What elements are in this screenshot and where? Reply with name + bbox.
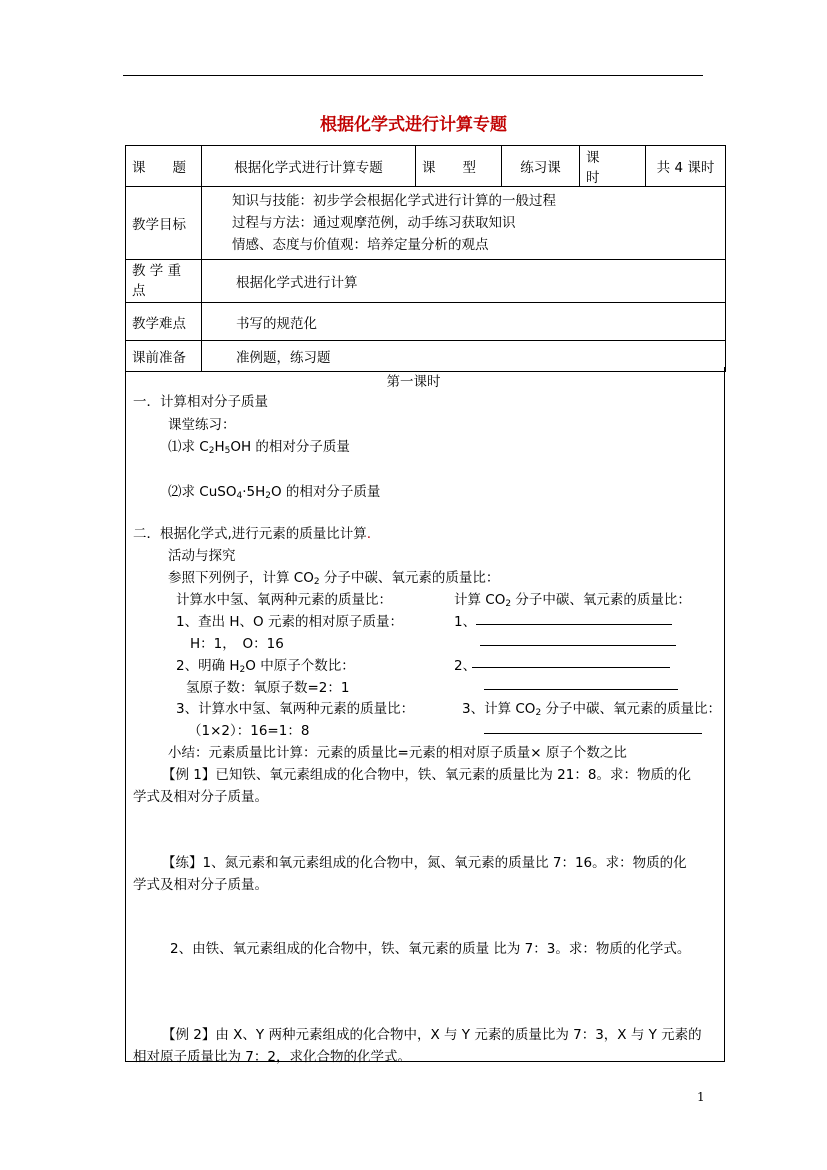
water-step-1: 1、查出 H、O 元素的相对原子质量： xyxy=(176,614,403,630)
answer-line xyxy=(472,667,670,668)
co2-heading: 计算 $CO_2$ 分子中碳、氧元素的质量比： xyxy=(454,592,691,609)
co2-step-3: 3、计算 $CO_2$ 分子中碳、氧元素的质量比： xyxy=(462,701,721,718)
label-key-point: 教 学 重 点 xyxy=(126,260,202,303)
answer-line xyxy=(480,645,676,646)
value-topic: 根据化学式进行计算专题 xyxy=(202,146,416,187)
practice-2: 2、由铁、氧元素组成的化合物中，铁、氧元素的质量 比为 7：3。求：物质的化学式。 xyxy=(170,941,691,957)
document-title: 根据化学式进行计算专题 xyxy=(320,115,507,135)
co2-step-1: 1、 xyxy=(454,614,477,630)
water-step-1-value: H：1， O：16 xyxy=(190,636,284,652)
co2-step-2: 2、 xyxy=(454,658,477,674)
summary: 小结：元素质量比计算：元素的质量比=元素的相对原子质量× 原子个数之比 xyxy=(168,745,627,761)
practice-1-line-2: 学式及相对分子质量。 xyxy=(133,877,268,893)
water-step-3-value: （1×2）：16=1：8 xyxy=(188,723,310,739)
label-topic: 课 题 xyxy=(126,146,202,187)
label-type: 课 型 xyxy=(416,146,502,187)
objective-knowledge: 知识与技能：初步学会根据化学式进行计算的一般过程 xyxy=(232,193,556,209)
activity-label: 活动与探究 xyxy=(168,548,236,564)
top-rule xyxy=(123,75,703,76)
reference-instruction: 参照下列例子，计算 $CO_2$ 分子中碳、氧元素的质量比： xyxy=(168,570,500,587)
value-type: 练习课 xyxy=(502,146,580,187)
value-difficulty: 书写的规范化 xyxy=(202,303,726,341)
example-1-line-2: 学式及相对分子质量。 xyxy=(133,789,268,805)
water-step-2: 2、明确 $H_2O$ 中原子个数比： xyxy=(176,658,355,675)
water-heading: 计算水中氢、氧两种元素的质量比： xyxy=(176,592,392,608)
value-periods: 共 4 课时 xyxy=(646,146,726,187)
water-step-2-value: 氢原子数：氧原子数=2：1 xyxy=(186,680,350,696)
question-1: ⑴求 $C_2H_5OH$ 的相对分子质量 xyxy=(168,439,350,456)
section-1-heading: 一．计算相对分子质量 xyxy=(133,394,268,410)
answer-line xyxy=(476,624,672,625)
value-key-point: 根据化学式进行计算 xyxy=(202,260,726,303)
label-difficulty: 教学难点 xyxy=(126,303,202,341)
lesson-info-table xyxy=(125,145,726,372)
value-preparation: 准例题，练习题 xyxy=(202,341,726,372)
objective-attitude: 情感、态度与价值观：培养定量分析的观点 xyxy=(232,237,489,253)
answer-line xyxy=(484,689,678,690)
section-2-heading: 二．根据化学式,进行元素的质量比计算. xyxy=(133,526,372,542)
label-periods: 课 时 xyxy=(580,146,646,187)
page-number: 1 xyxy=(697,1090,705,1104)
example-2-line-1: 【例 2】由 X、Y 两种元素组成的化合物中，X 与 Y 元素的质量比为 7：3，X 与 Y 元素的 xyxy=(162,1027,702,1043)
example-2-line-2: 相对原子质量比为 7：2，求化合物的化学式。 xyxy=(133,1049,411,1065)
answer-line xyxy=(484,733,702,734)
label-preparation: 课前准备 xyxy=(126,341,202,372)
label-objectives: 教学目标 xyxy=(126,187,202,260)
practice-1-line-1: 【练】1、氮元素和氧元素组成的化合物中，氮、氧元素的质量比 7：16。求：物质的化 xyxy=(162,855,687,871)
lesson-heading: 第一课时 xyxy=(386,374,441,390)
objective-process: 过程与方法：通过观摩范例，动手练习获取知识 xyxy=(232,215,516,231)
water-step-3: 3、计算水中氢、氧两种元素的质量比： xyxy=(176,701,415,717)
question-2: ⑵求 $CuSO_4\cdot 5H_2O$ 的相对分子质量 xyxy=(168,484,381,501)
example-1-line-1: 【例 1】已知铁、氧元素组成的化合物中，铁、氧元素的质量比为 21：8。求：物质的化 xyxy=(162,767,691,783)
practice-label: 课堂练习： xyxy=(168,417,236,433)
